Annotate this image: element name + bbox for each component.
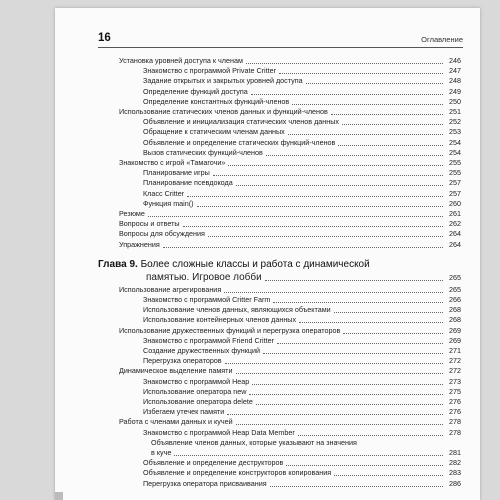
dot-leader (252, 383, 443, 385)
toc-entry[interactable] (119, 366, 461, 376)
dot-leader (236, 423, 443, 425)
toc-entry-title: Знакомство с программой Friend Critter (143, 335, 275, 345)
dot-leader (292, 103, 443, 105)
dot-leader (227, 413, 443, 415)
toc-entry[interactable] (119, 107, 461, 117)
dot-leader (228, 164, 443, 166)
toc-entry[interactable] (143, 315, 461, 325)
toc-entry[interactable] (143, 76, 461, 86)
toc-entry-page: 273 (449, 376, 461, 386)
dot-leader (334, 474, 443, 476)
dot-leader (213, 174, 443, 176)
dot-leader (266, 154, 443, 156)
toc-entry[interactable] (119, 240, 461, 250)
dot-leader (208, 235, 443, 237)
toc-entry[interactable] (143, 189, 461, 199)
toc-entry[interactable] (143, 407, 461, 417)
toc-entry[interactable] (119, 229, 461, 239)
toc-entry-page: 265 (449, 284, 461, 294)
toc-entry[interactable] (143, 397, 461, 407)
toc-entry-title: Вопросы и ответы (119, 219, 180, 229)
toc-entry-page: 249 (449, 86, 461, 96)
dot-leader (265, 280, 443, 281)
page-header (55, 8, 480, 48)
toc-entry-title: Создание дружественных функций (143, 346, 261, 355)
toc-entry[interactable] (151, 448, 461, 458)
toc-entry[interactable] (143, 468, 461, 478)
chapter-heading[interactable] (98, 258, 370, 271)
toc-entry-page: 264 (449, 229, 461, 239)
toc-entry-page: 272 (449, 366, 461, 376)
dot-leader (163, 246, 443, 248)
dot-leader (174, 454, 443, 456)
toc-entry-page: 268 (449, 305, 461, 315)
toc-entry-page: 248 (449, 76, 461, 86)
dot-leader (251, 93, 443, 95)
toc-entry-title: Планирование псевдокода (143, 178, 233, 188)
dot-leader (331, 113, 443, 115)
toc-entry[interactable] (143, 178, 461, 188)
toc-entry[interactable] (143, 97, 461, 107)
toc-entry-title: Функция main() (143, 198, 194, 208)
dot-leader (183, 225, 443, 227)
toc-entry-page: 246 (449, 56, 461, 65)
dot-leader (299, 321, 443, 323)
toc-entry[interactable] (143, 356, 461, 366)
toc-entry[interactable] (143, 336, 461, 346)
toc-entry-title: Знакомство с программой Heap Data Member (143, 427, 295, 437)
toc-entry-title: Использование оператора new (143, 386, 247, 396)
toc-entry-title: Объявление и определение деструкторов (143, 458, 284, 468)
toc-entry-title: Задание открытых и закрытых уровней доступа (143, 76, 303, 86)
running-title: Оглавление (421, 35, 463, 44)
toc-entry[interactable] (119, 326, 461, 336)
book-page (55, 8, 480, 500)
dot-leader (256, 403, 443, 405)
dot-leader (224, 291, 443, 293)
toc-entry-page: 254 (449, 147, 461, 157)
toc-entry[interactable] (143, 148, 461, 158)
dot-leader (306, 82, 443, 84)
toc-entry-page: 271 (449, 346, 461, 355)
dot-leader (334, 311, 443, 313)
toc-entry-page: 278 (449, 427, 461, 437)
dot-leader (249, 393, 443, 395)
page-corner (55, 492, 63, 500)
toc-entry[interactable] (119, 219, 461, 229)
toc-entry-title: Обращение к статическим членам данных (143, 127, 285, 137)
toc-entry[interactable] (119, 417, 461, 427)
chapter-page: 265 (449, 272, 461, 282)
toc-entry[interactable] (143, 305, 461, 315)
toc-entry-title: Избегаем утечек памяти (143, 407, 225, 417)
toc-entry-page: 252 (449, 117, 461, 127)
toc-entry[interactable] (143, 428, 461, 438)
dot-leader (197, 205, 443, 207)
page-number: 16 (98, 32, 111, 44)
toc-entry-title: Использование агрегирования (119, 284, 222, 294)
dot-leader (342, 123, 443, 125)
toc-entry-page: 254 (449, 137, 461, 147)
toc-entry[interactable] (143, 458, 461, 468)
toc-entry-title: Знакомство с программой Private Critter (143, 66, 277, 76)
dot-leader (270, 485, 443, 487)
toc-entry-title: Использование статических членов данных и функций-членов (119, 107, 328, 116)
toc-entry-page: 255 (449, 168, 461, 178)
chapter-title-line1: Более сложные классы и работа с динамической (140, 258, 370, 270)
toc-entry-page: 257 (449, 178, 461, 188)
toc-entry-title: Использование дружественных функций и перегрузка операторов (119, 325, 341, 335)
toc-entry-title: Объявление и определение статических функций-членов (143, 137, 336, 147)
toc-entry[interactable] (119, 285, 461, 295)
dot-leader (236, 372, 444, 374)
toc-entry-page: 276 (449, 407, 461, 417)
toc-entry-page: 261 (449, 209, 461, 218)
toc-entry-title: Определение функций доступа (143, 86, 248, 96)
toc-entry[interactable] (143, 138, 461, 148)
dot-leader (338, 144, 443, 146)
toc-entry-title: Вызов статических функций-членов (143, 147, 263, 157)
dot-leader (246, 62, 443, 64)
toc-entry-page: 262 (449, 219, 461, 229)
dot-leader (343, 332, 443, 334)
toc-entry-page: 260 (449, 198, 461, 208)
chapter-label: Глава 9. (98, 258, 138, 270)
toc-entry-page: 269 (449, 335, 461, 345)
toc-entry-text[interactable]: Объявление членов данных, которые указывают на значения (151, 437, 357, 447)
toc-entry[interactable] (143, 346, 461, 356)
toc-entry-title: Использование контейнерных членов данных (143, 315, 297, 325)
toc-entry-page: 257 (449, 188, 461, 198)
toc-entry-page: 251 (449, 107, 461, 116)
toc-entry-title: Использование членов данных, являющихся объектами (143, 305, 331, 315)
toc-entry[interactable] (143, 377, 461, 387)
toc-entry[interactable] (143, 66, 461, 76)
dot-leader (277, 342, 443, 344)
toc-entry[interactable] (143, 199, 461, 209)
dot-leader (263, 352, 443, 354)
toc-entry[interactable] (143, 295, 461, 305)
toc-entry-title: Определение константных функций-членов (143, 96, 290, 106)
toc-entry-title: Знакомство с игрой «Тамагочи» (119, 158, 226, 167)
toc-entry-title: Знакомство с программой Critter Farm (143, 295, 271, 304)
toc-entry-page: 253 (449, 127, 461, 137)
toc-entry-page: 247 (449, 66, 461, 76)
toc-entry-page: 272 (449, 356, 461, 366)
toc-entry-page: 255 (449, 158, 461, 167)
toc-entry-title: Перегрузка оператора присваивания (143, 478, 267, 488)
dot-leader (148, 215, 443, 217)
toc-entry-page: 250 (449, 96, 461, 106)
toc-entry-title: Перегрузка операторов (143, 356, 222, 366)
toc-entry-title: Установка уровней доступа к членам (119, 56, 243, 65)
toc-entry-title: Объявление и инициализация статических членов данных (143, 117, 339, 127)
toc-entry-title: Вопросы для обсуждения (119, 229, 205, 239)
toc-entry-page: 275 (449, 386, 461, 396)
dot-leader (273, 301, 443, 303)
toc-entry-title: Планирование игры (143, 168, 210, 178)
toc-entry-page: 282 (449, 458, 461, 468)
toc-entry[interactable] (143, 168, 461, 178)
toc-entry-title: Класс Critter (143, 188, 185, 198)
dot-leader (286, 464, 443, 466)
dot-leader (279, 72, 443, 74)
toc-entry-page: 264 (449, 239, 461, 249)
dot-leader (225, 362, 443, 364)
header-rule (98, 47, 463, 48)
toc-entry-page: 269 (449, 325, 461, 335)
toc-entry[interactable] (119, 209, 461, 219)
dot-leader (298, 434, 443, 436)
toc-entry-page: 281 (449, 448, 461, 457)
dot-leader (236, 184, 443, 186)
toc-entry-title: Резюме (119, 209, 145, 218)
toc-entry[interactable] (119, 158, 461, 168)
dot-leader (288, 133, 443, 135)
toc-entry[interactable] (143, 479, 461, 489)
toc-entry-title: Работа с членами данных и кучей (119, 417, 233, 427)
chapter-heading-line2[interactable] (98, 271, 461, 284)
toc-entry[interactable] (143, 117, 461, 127)
toc-entry-page: 276 (449, 397, 461, 406)
toc-entry-title: в куче (151, 448, 172, 457)
dot-leader (187, 195, 443, 197)
toc-entry-page: 286 (449, 478, 461, 488)
toc-entry-page: 266 (449, 295, 461, 304)
toc-entry-page: 268 (449, 315, 461, 325)
toc-entry[interactable] (143, 127, 461, 137)
chapter-title-line2: памятью. Игровое лобби (146, 271, 262, 283)
toc-entry[interactable] (143, 387, 461, 397)
toc-entry-title: Использование оператора delete (143, 397, 253, 406)
toc-entry[interactable] (119, 56, 461, 66)
toc-entry[interactable] (143, 87, 461, 97)
toc-entry-title: Динамическое выделение памяти (119, 366, 233, 376)
toc-entry-page: 278 (449, 417, 461, 427)
toc-entry-title: Упражнения (119, 239, 160, 249)
toc-entry-title: Объявление и определение конструкторов копирования (143, 468, 332, 478)
toc-entry-title: Знакомство с программой Heap (143, 376, 250, 386)
toc-entry-page: 283 (449, 468, 461, 478)
